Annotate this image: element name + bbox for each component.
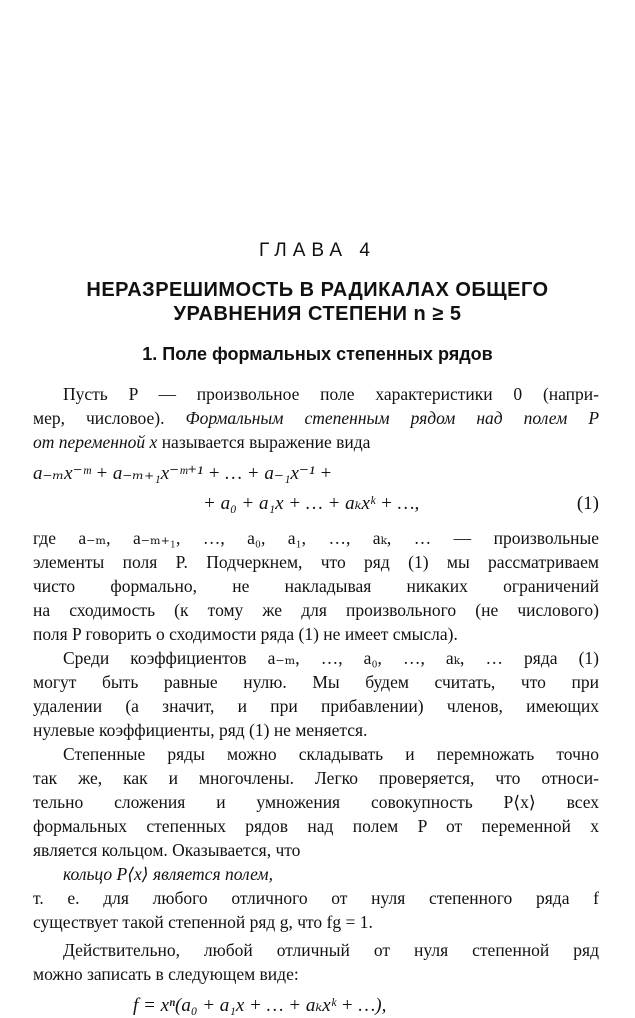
chapter-title-line-2: УРАВНЕНИЯ СТЕПЕНИ n ≥ 5 <box>173 303 462 325</box>
paragraph-line: на сходимость (к тому же для произвольного (не числового) <box>33 600 599 620</box>
paragraph-line: элементы поля P. Подчеркнем, что ряд (1) мы рассматриваем <box>33 552 599 572</box>
paragraph-line: можно записать в следующем виде: <box>33 964 299 984</box>
paragraph-line: существует такой степенной ряд g, что fg = 1. <box>33 912 373 932</box>
paragraph-line: где a₋ₘ, a₋ₘ₊₁, …, a₀, a₁, …, aₖ, … — произвольные <box>33 528 599 548</box>
paragraph-line: формальных степенных рядов над полем P от переменной x <box>33 816 599 836</box>
paragraph-line: является кольцом. Оказывается, что <box>33 840 301 860</box>
theorem-statement: кольцо P⟨x⟩ является полем, <box>63 864 273 884</box>
definition-term: Формальным степенным рядом над полем P <box>185 408 600 428</box>
paragraph-line: поля P говорить о сходимости ряда (1) не имеет смысла). <box>33 624 458 644</box>
paragraph-text: называется выражение вида <box>161 432 371 452</box>
paragraph-line: т. е. для любого отличного от нуля степенного ряда f <box>33 888 599 908</box>
paragraph-line: Степенные ряды можно складывать и перемножать точно <box>63 744 599 764</box>
paragraph-line: чисто формально, не накладывая никаких ограничений <box>33 576 599 596</box>
paragraph-line: так же, как и многочлены. Легко проверяется, что относи- <box>33 768 599 788</box>
paragraph-line: удалении (а значит, и при прибавлении) членов, имеющих <box>33 696 599 716</box>
equation-1-line-2 <box>203 492 599 516</box>
section-heading: 1. Поле формальных степенных рядов <box>142 344 493 364</box>
equation-1-body: + a₀ + a₁x + … + aₖxᵏ + …, <box>203 493 420 514</box>
paragraph-line: Среди коэффициентов a₋ₘ, …, a₀, …, aₖ, … ряда (1) <box>63 648 599 668</box>
equation-number: (1) <box>576 493 599 514</box>
chapter-label: ГЛАВА 4 <box>259 240 376 261</box>
paragraph-line: Пусть P — произвольное поле характеристики 0 (напри- <box>63 384 599 404</box>
paragraph-line <box>33 430 599 454</box>
definition-term: от переменной x <box>33 432 158 452</box>
paragraph-line: Действительно, любой отличный от нуля степенной ряд <box>63 940 599 960</box>
paragraph-line: могут быть равные нулю. Мы будем считать, что при <box>33 672 599 692</box>
paragraph-text: мер, числовое). <box>33 408 165 428</box>
equation-1-line-1: a₋ₘx⁻ᵐ + a₋ₘ₊₁x⁻ᵐ⁺¹ + … + a₋₁x⁻¹ + <box>33 463 333 484</box>
paragraph-line: нулевые коэффициенты, ряд (1) не меняется. <box>33 720 368 740</box>
paragraph-line <box>33 406 599 430</box>
chapter-title-line-1: НЕРАЗРЕШИМОСТЬ В РАДИКАЛАХ ОБЩЕГО <box>86 279 549 301</box>
equation-2: f = xⁿ(a₀ + a₁x + … + aₖxᵏ + …), <box>133 995 387 1016</box>
paragraph-line: тельно сложения и умножения совокупность P⟨x⟩ всех <box>33 792 599 812</box>
